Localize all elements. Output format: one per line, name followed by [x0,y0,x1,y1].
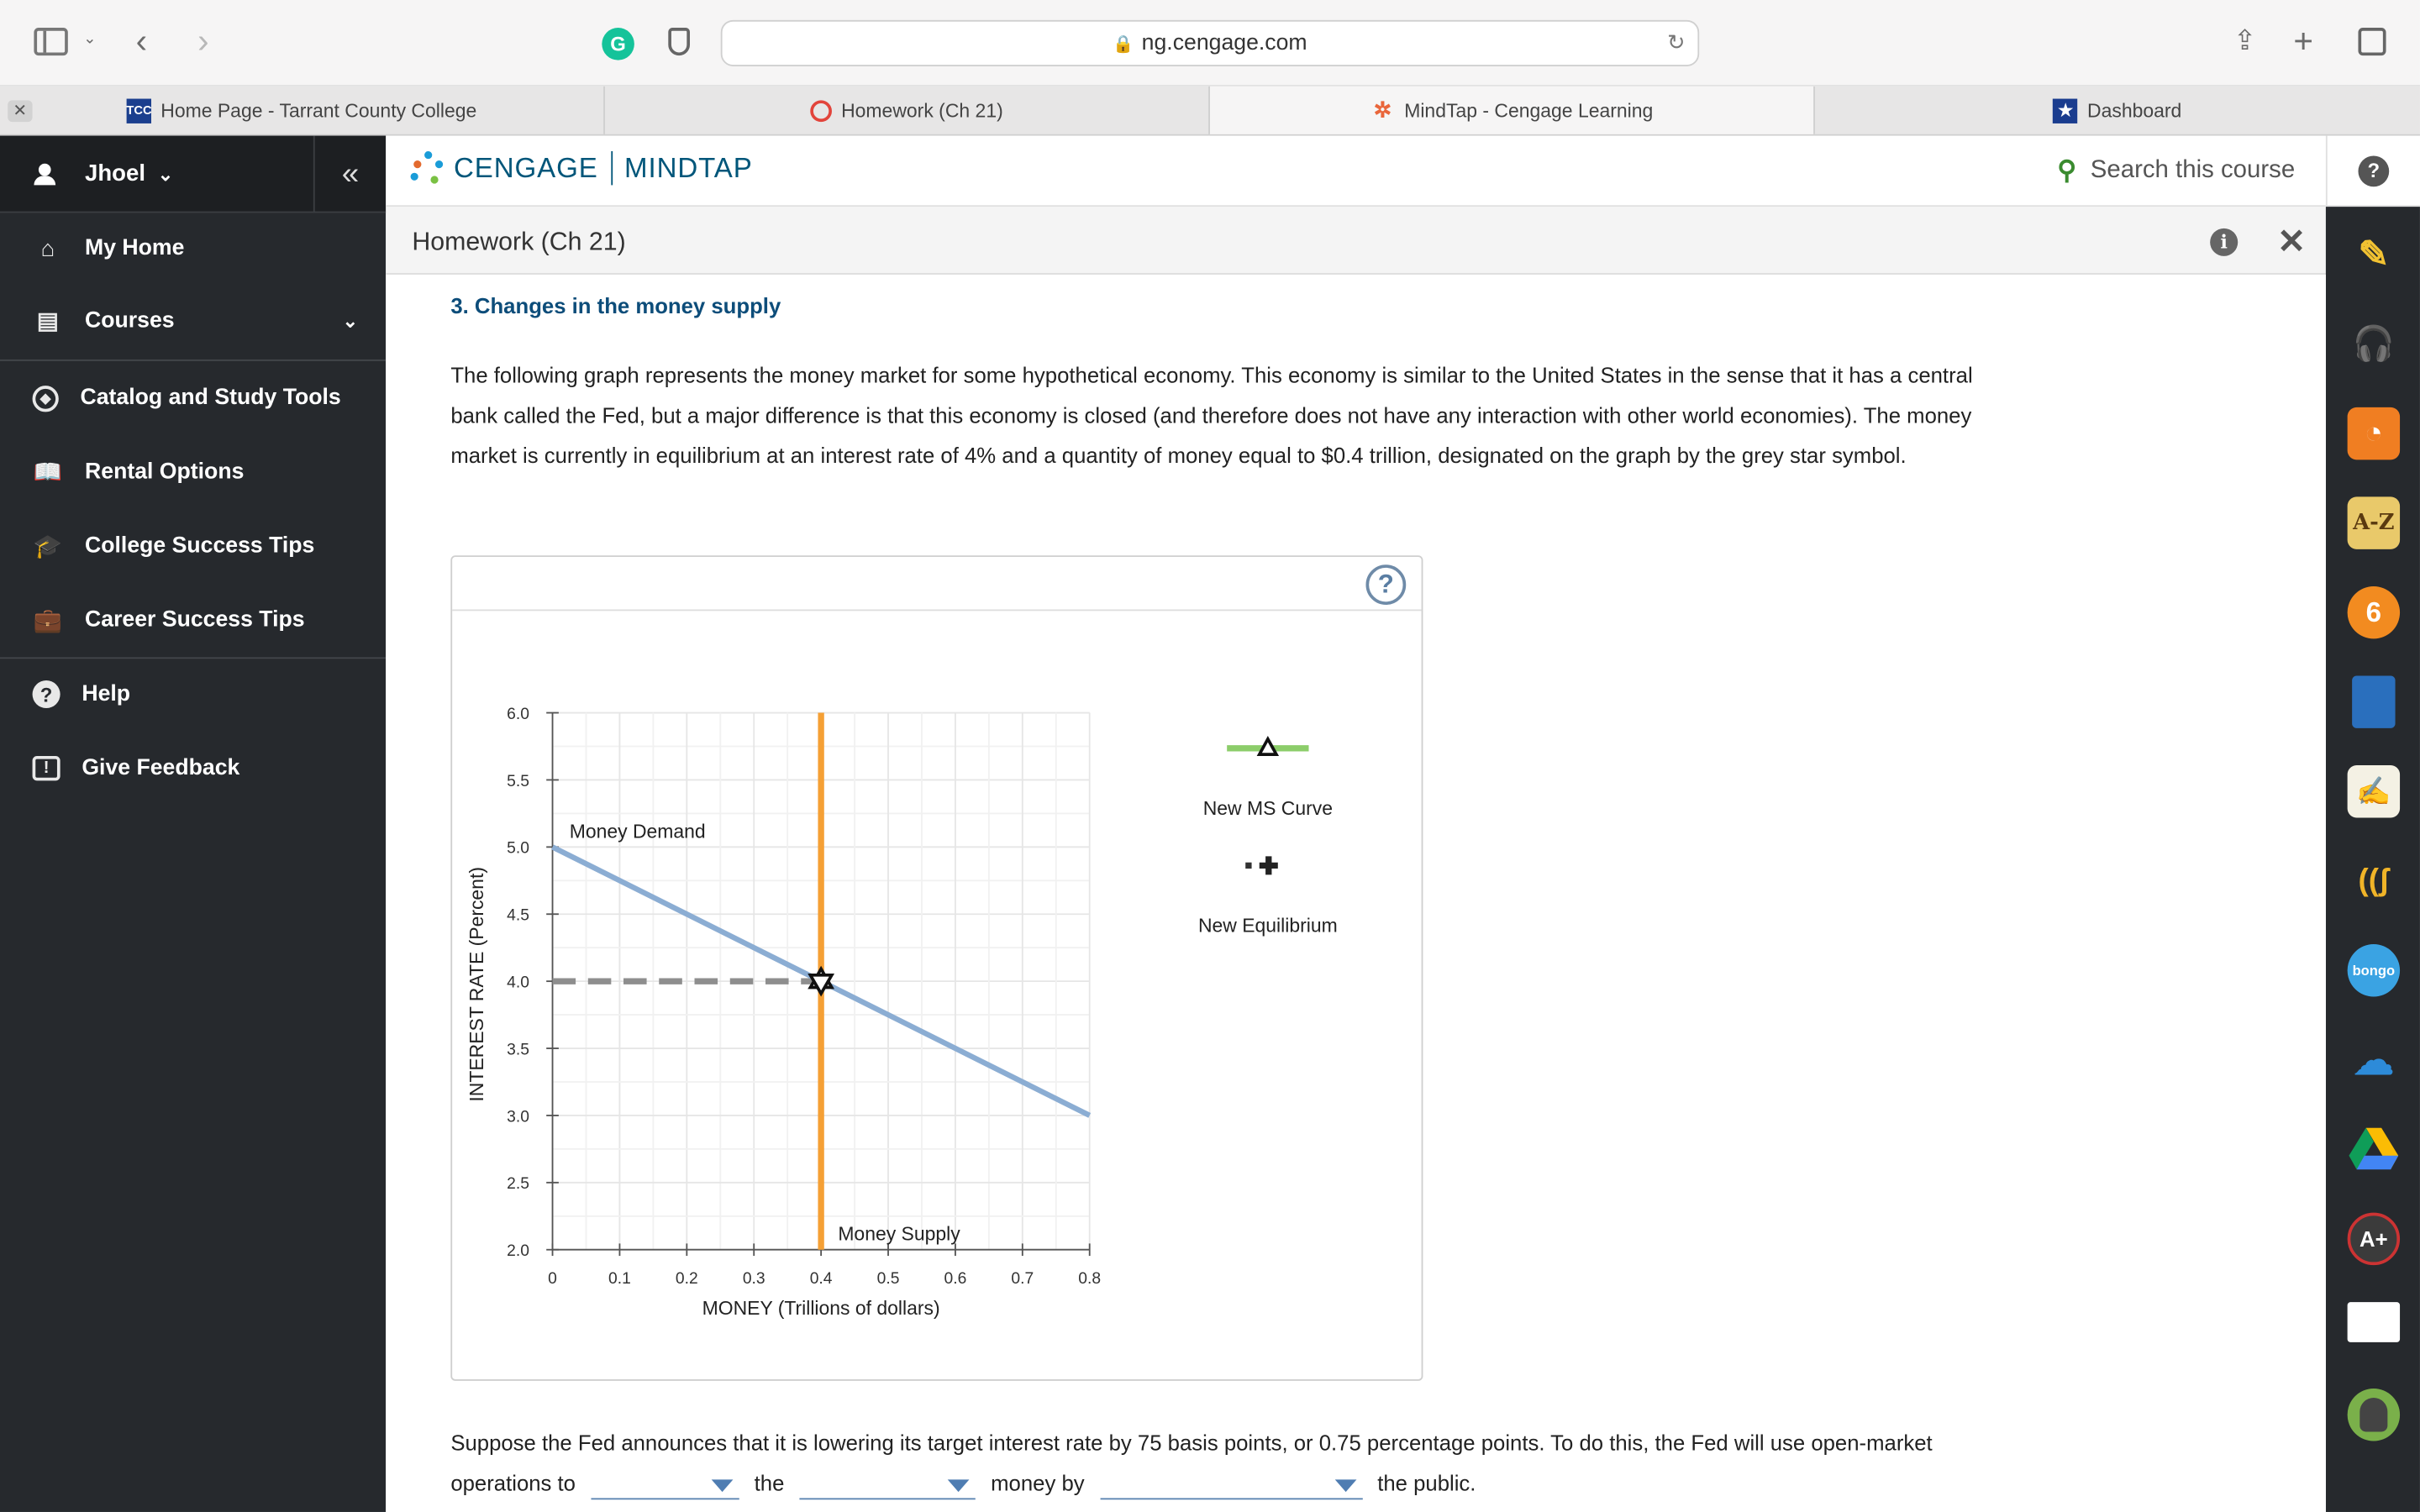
cengage-logo-icon [411,151,445,185]
graph-help-icon[interactable]: ? [1365,564,1406,605]
x-tick-label: 0.6 [944,1270,967,1289]
reload-icon[interactable]: ↻ [1667,29,1686,55]
google-drive-icon[interactable] [2348,1123,2400,1175]
sidebar-item-label: Courses [85,308,175,333]
aplus-icon[interactable]: A+ [2348,1213,2400,1265]
cengage-icon [810,99,832,121]
y-tick-label: 3.0 [507,1108,529,1126]
x-tick-label: 0.5 [876,1270,900,1289]
plus-icon[interactable] [1260,856,1278,874]
dropdown-action[interactable] [800,1469,976,1500]
sidebar-item-label: Career Success Tips [85,607,305,633]
open-book-icon: 📖 [33,459,63,486]
lock-icon: 🔒 [1113,34,1134,54]
new-equilibrium-tool[interactable] [1245,863,1251,869]
sidebar-item-my-home[interactable] [0,218,386,279]
divider [0,360,386,361]
x-tick-label: 0.3 [742,1270,765,1289]
graph-panel [450,555,1423,1381]
y-axis-label: INTEREST RATE (Percent) [465,867,487,1102]
sidebar-item-college-success[interactable] [0,515,386,576]
star-icon: ★ [2054,98,2078,123]
graduation-cap-icon: 🎓 [33,533,63,560]
user-menu[interactable] [34,160,173,186]
sidebar-item-career-success[interactable] [0,590,386,651]
logo-separator [610,151,612,185]
sidebar [0,136,386,1512]
x-tick-label: 0.1 [608,1270,631,1289]
close-tab-icon[interactable]: ✕ [8,100,32,122]
glossary-az-icon[interactable]: A-Z [2348,496,2400,549]
question-content [386,275,2326,1512]
browser-toolbar [0,0,2420,87]
search-input[interactable]: Search this course [2090,157,2296,184]
mastery-icon[interactable]: 6 [2348,586,2400,638]
tab-dashboard[interactable] [1815,87,2420,134]
tab-label: Homework (Ch 21) [841,99,1003,122]
tab-homework[interactable] [605,87,1210,134]
search-icon: ⚲ [2057,155,2077,186]
legend-new-equilibrium-label: New Equilibrium [1197,914,1338,937]
chevron-down-icon: ⌄ [342,310,359,332]
grammarly-icon[interactable]: G [602,28,634,60]
share-icon[interactable]: ⇪ [2233,24,2257,56]
sidebar-item-rental-options[interactable] [0,441,386,502]
user-name: Jhoel [85,160,145,187]
money-market-chart[interactable] [452,612,1421,1379]
chevron-down-icon [948,1480,970,1493]
tcc-icon: TCC [127,98,151,123]
graph-header [452,557,1421,611]
bottom-text-3: money by [991,1470,1085,1495]
x-tick-label: 0.4 [809,1270,833,1289]
mindtap-icon: ✲ [1373,97,1392,123]
sidebar-toggle-icon[interactable] [34,28,67,55]
sidebar-item-courses[interactable] [0,290,386,351]
legend-new-ms-curve-label: New MS Curve [1202,796,1333,819]
collapse-sidebar-icon[interactable]: « [313,136,386,213]
compass-icon: ◆ [33,385,59,411]
feedback-icon: ! [33,756,60,780]
tab-label: MindTap - Cengage Learning [1404,99,1654,122]
sidebar-item-help[interactable] [0,664,386,725]
money-supply-label: Money Supply [838,1222,960,1245]
sidebar-item-label: Help [82,681,131,707]
url-text: ng.cengage.com [1141,30,1307,56]
readspeaker-icon[interactable]: ((ʃ [2358,863,2390,898]
question-paragraph: The following graph represents the money market for some hypothetical economy. This economy is similar to the United States in the sense that it has a central bank called the Fed, but a major difference is that this economy is closed (and therefore does not have any interaction with other world economies). The money market is currently in equilibrium at an interest rate of 4% and a quantity of money equal to $0.4 trillion, designated on the graph by the grey star symbol. [450,362,1973,468]
bottom-text-1: Suppose the Fed announces that it is lowering its target interest rate by 75 basis points, or 0.75 percentage points. To do this, the Fed will use open-market operations to [450,1430,1933,1495]
y-tick-label: 3.5 [507,1041,529,1059]
chevron-down-icon: ⌄ [157,162,174,185]
bottom-text-4: the public. [1377,1470,1476,1495]
help-icon: ? [2358,155,2389,186]
tab-label: Dashboard [2086,99,2182,122]
home-icon: ⌂ [40,235,55,262]
sidebar-item-give-feedback[interactable] [0,738,386,799]
new-tab-icon[interactable]: + [2293,21,2313,60]
chevron-down-icon [711,1480,733,1493]
x-tick-label: 0 [548,1270,557,1289]
headphones-icon[interactable]: 🎧 [2352,323,2396,363]
y-tick-label: 4.0 [507,974,529,992]
triangle-icon[interactable] [1260,739,1276,754]
tab-strip [0,87,2420,136]
book-icon: ▤ [36,308,59,335]
ebook-icon[interactable] [2352,675,2395,727]
chevron-down-icon [1334,1480,1356,1493]
activity-title: Homework (Ch 21) [412,228,626,256]
shield-icon[interactable] [668,28,690,55]
y-tick-label: 5.0 [507,839,529,858]
cengage-mindtap-logo[interactable] [411,151,753,185]
question-title: 3. Changes in the money supply [450,292,781,318]
user-icon [34,163,55,185]
x-axis-label: MONEY (Trillions of dollars) [702,1296,940,1319]
x-tick-label: 0.7 [1011,1270,1034,1289]
sidebar-item-catalog[interactable] [0,367,386,428]
divider [0,657,386,659]
brand-cengage: CENGAGE [453,151,598,183]
sidebar-item-label: Give Feedback [82,755,240,781]
rss-icon[interactable]: ◔ [2348,407,2400,459]
dropdown-direction[interactable] [1100,1469,1362,1500]
brand-mindtap: MINDTAP [624,151,753,183]
briefcase-icon: 💼 [33,607,63,634]
sidebar-item-label: College Success Tips [85,533,315,559]
y-tick-label: 4.5 [507,906,529,925]
forward-icon[interactable]: › [197,21,209,60]
x-tick-label: 0.8 [1078,1270,1102,1289]
app-dock [2326,207,2420,1512]
dropdown-operation[interactable] [591,1469,739,1500]
tab-label: Home Page - Tarrant County College [160,99,477,122]
address-bar[interactable] [721,20,1699,66]
bottom-text-2: the [754,1470,785,1495]
onedrive-icon[interactable]: ☁ [2353,1036,2394,1083]
y-tick-label: 2.0 [507,1242,529,1261]
app-header [386,136,2326,207]
profile-icon[interactable] [2348,1389,2400,1441]
sidebar-item-label: Rental Options [85,459,245,485]
close-icon[interactable]: ✕ [2277,222,2307,261]
y-tick-label: 2.5 [507,1175,529,1194]
course-search[interactable] [2057,156,2295,187]
flashcards-icon[interactable] [2348,1302,2400,1342]
x-tick-label: 0.2 [675,1270,698,1289]
y-tick-label: 5.5 [507,772,529,790]
tab-tcc[interactable] [0,87,605,134]
question-icon: ? [33,680,60,708]
tab-mindtap[interactable] [1210,87,1815,134]
info-icon[interactable]: i [2210,228,2238,256]
money-demand-label: Money Demand [569,820,706,843]
question-bottom-text [450,1422,2009,1503]
chevron-down-icon[interactable]: ⌄ [83,30,97,48]
tab-overview-icon[interactable] [2358,28,2386,55]
notes-icon[interactable]: ✍ [2348,765,2400,817]
sidebar-header [0,136,386,213]
y-tick-label: 6.0 [507,705,529,723]
bongo-icon[interactable]: bongo [2348,944,2400,996]
activity-bar [386,207,2326,275]
help-button[interactable] [2326,136,2420,207]
pencil-icon[interactable]: ✎ [2358,234,2390,276]
sidebar-item-label: My Home [85,236,185,261]
back-icon[interactable]: ‹ [135,21,148,60]
sidebar-item-label: Catalog and Study Tools [80,386,341,411]
